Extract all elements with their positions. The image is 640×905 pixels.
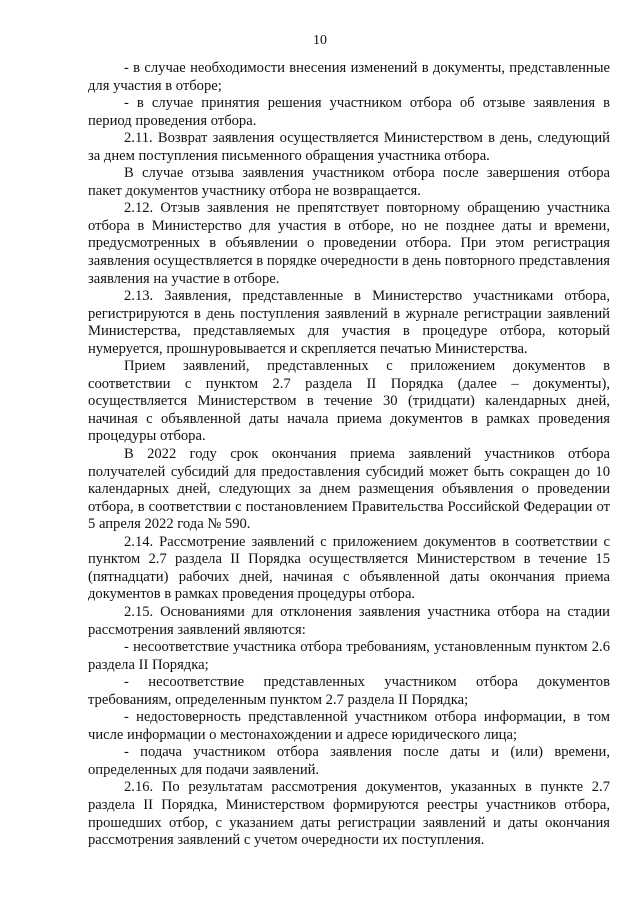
paragraph: 2.14. Рассмотрение заявлений с приложением документов в соответствии с пунктом 2.7 раздела II Порядка осуществляется Министерством в течение 15 (пятнадцати) рабочих дней, начиная с объявленной даты окончания приема документов в рамках проведения процедуры отбора. [88,533,610,603]
list-item: - несоответствие участника отбора требованиям, установленным пунктом 2.6 раздела II Порядка; [88,639,610,673]
list-item: - несоответствие представленных участником отбора документов требованиям, определенным пунктом 2.7 раздела II Порядка; [88,674,610,708]
paragraph: Прием заявлений, представленных с приложением документов в соответствии с пунктом 2.7 раздела II Порядка (далее – документы), осуществляется Министерством в течение 30 (тридцати) календарных дней, начиная с объявленной даты начала приема документов в рамках проведения процедуры отбора. [88,358,610,445]
paragraph: В случае отзыва заявления участником отбора после завершения отбора пакет документов участнику отбора не возвращается. [88,165,610,199]
document-body [88,60,610,850]
list-item: - недостоверность представленной участником отбора информации, в том числе информации о местонахождении и адресе юридического лица; [88,709,610,743]
list-item: - подача участником отбора заявления после даты и (или) времени, определенных для подачи заявлений. [88,744,610,778]
paragraph: 2.15. Основаниями для отклонения заявления участника отбора на стадии рассмотрения заявлений являются: [88,603,610,638]
paragraph: 2.16. По результатам рассмотрения документов, указанных в пункте 2.7 раздела II Порядка, Министерством формируются реестры участников отбора, прошедших отбор, с указанием даты регистрации заявлений и даты окончания рассмотрения заявлений с учетом очередности их поступления. [88,779,610,849]
paragraph: 2.12. Отзыв заявления не препятствует повторному обращению участника отбора в Министерство для участия в отборе, но не позднее даты и времени, предусмотренных в объявлении о проведении отбора. При этом регистрация заявления осуществляется в порядке очередности в день повторного представления заявления на участие в отборе. [88,200,610,287]
paragraph: 2.13. Заявления, представленные в Министерство участниками отбора, регистрируются в день поступления заявлений в журнале регистрации заявлений Министерства, представляемых для участия в процедуре отбора, который нумеруется, прошнуровывается и скрепляется печатью Министерства. [88,288,610,357]
page-number: 10 [313,33,327,48]
paragraph: В 2022 году срок окончания приема заявлений участников отбора получателей субсидий для предоставления субсидий может быть сокращен до 10 календарных дней, следующих за днем размещения объявления о проведении отбора, в соответствии с постановлением Правительства Российской Федерации от 5 апреля 2022 года № 590. [88,446,610,533]
paragraph: - в случае необходимости внесения изменений в документы, представленные для участия в отборе; [88,60,610,94]
paragraph: 2.11. Возврат заявления осуществляется Министерством в день, следующий за днем поступления письменного обращения участника отбора. [88,130,610,164]
paragraph: - в случае принятия решения участником отбора об отзыве заявления в период проведения отбора. [88,95,610,129]
